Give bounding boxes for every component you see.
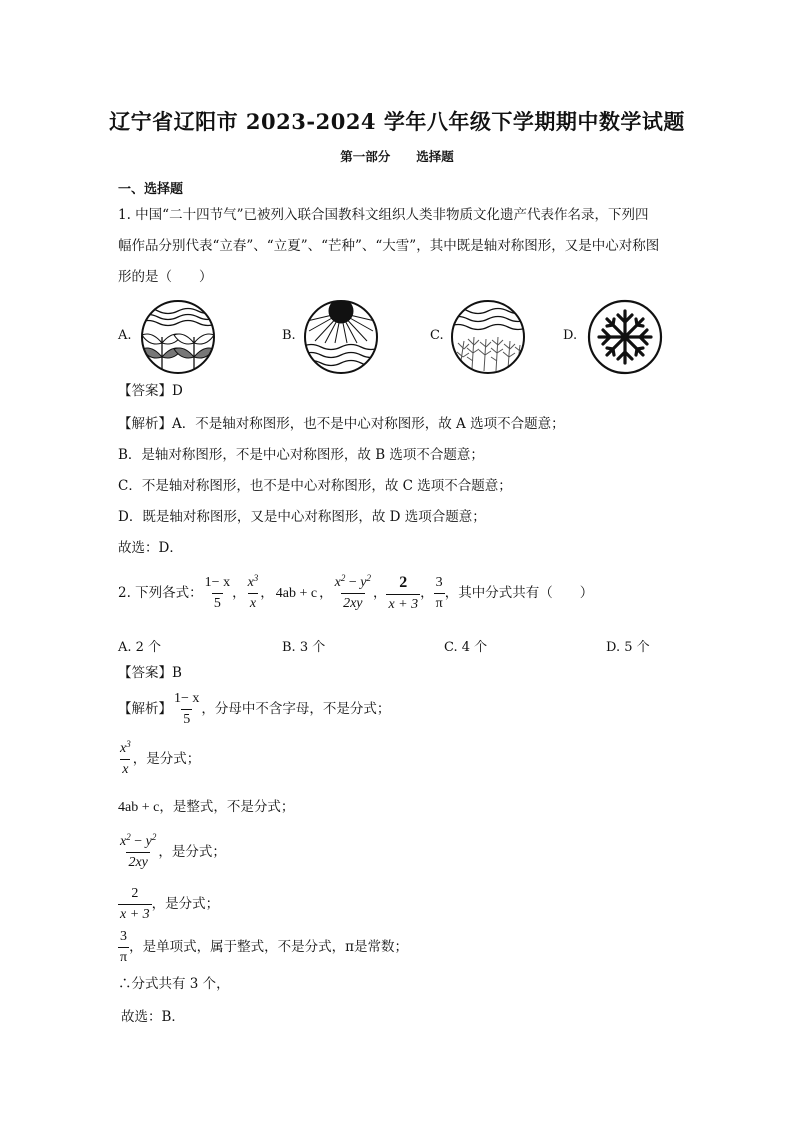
expr-5-numerator: 2 <box>399 574 408 591</box>
expr-4-copy <box>118 834 158 871</box>
expr-5-denominator: x + 3 <box>386 594 420 613</box>
expr-4 <box>333 575 373 612</box>
q2-option-b: B. 3 个 <box>282 640 326 655</box>
analysis-text: A．不是轴对称图形，也不是中心对称图形，故 A 选项不合题意； <box>172 416 565 432</box>
separator: ， <box>372 584 387 601</box>
part-number: 第一部分 <box>340 149 391 164</box>
expr-5 <box>386 574 420 613</box>
q2-analysis-line-3 <box>118 801 294 815</box>
analysis-text: ，是单项式，属于整式，不是分式，π是常数； <box>129 938 408 955</box>
expr-2-numerator: x <box>247 575 254 591</box>
q2-analysis-conclusion: 故选：B． <box>121 1009 185 1025</box>
q1-analysis-conclusion: 故选：D． <box>118 540 183 556</box>
expr-4-term-b: y <box>360 575 367 591</box>
expr-2-denominator: x <box>120 759 130 778</box>
q1-option-b-label: B. <box>282 328 296 343</box>
analysis-tag: 【解析】 <box>118 700 172 717</box>
expr-1-numerator: 1− x <box>174 691 200 706</box>
expr-2-exponent: 3 <box>126 739 131 749</box>
q2-analysis-count: ∴分式共有 3 个， <box>118 976 230 992</box>
expr-2 <box>246 575 261 612</box>
q1-stem-line-2: 幅作品分别代表“立春”、“立夏”、“芒种”、“大雪”，其中既是轴对称图形，又是中心对称图 <box>118 238 660 254</box>
q1-answer <box>118 385 183 399</box>
expr-5-numerator: 2 <box>131 886 139 901</box>
expr-4-exp-b: 2 <box>151 832 157 842</box>
expr-5-denominator: x + 3 <box>118 904 152 923</box>
expr-4-denominator: 2xy <box>341 593 364 612</box>
analysis-tag: 【解析】 <box>118 416 172 432</box>
answer-tag: 【答案】 <box>118 665 172 681</box>
q2-suffix: ，其中分式共有（ ） <box>444 584 594 601</box>
q1-analysis-line-1 <box>118 418 565 432</box>
expr-1-numerator: 1− x <box>204 575 231 591</box>
q2-analysis-line-6 <box>118 929 408 966</box>
grain-in-ear-figure <box>448 297 528 377</box>
snowflake-figure <box>585 297 665 377</box>
expr-2-exponent: 3 <box>253 573 259 584</box>
part-name: 选择题 <box>416 149 454 164</box>
expr-4-operator: − <box>345 575 361 591</box>
q1-analysis-line-3: C．不是轴对称图形，也不是中心对称图形，故 C 选项不合题意； <box>118 478 512 494</box>
expr-4-exp-b: 2 <box>366 573 371 584</box>
spring-sprout-figure <box>138 297 218 377</box>
q2-analysis-line-4 <box>118 834 226 871</box>
expr-3: 4ab + c <box>275 585 318 601</box>
q2-analysis-line-1 <box>118 691 390 728</box>
q1-option-c-label: C. <box>430 328 444 343</box>
q1-analysis-line-4: D．既是轴对称图形，又是中心对称图形，故 D 选项合题意； <box>118 509 486 525</box>
expr-1 <box>203 575 232 612</box>
analysis-text: ，是分式； <box>151 895 220 912</box>
section-heading: 一、选择题 <box>118 182 184 197</box>
part-heading <box>0 147 794 165</box>
expr-6-denominator: π <box>434 593 445 612</box>
expr-6-denominator: π <box>118 947 129 966</box>
q2-option-a: A. 2 个 <box>118 640 162 655</box>
q1-analysis-line-2: B．是轴对称图形，不是中心对称图形，故 B 选项不合题意； <box>118 447 484 463</box>
expr-4-denominator: 2xy <box>126 852 149 871</box>
q2-analysis-line-5 <box>118 886 219 923</box>
expr-2-numerator: x <box>120 741 127 756</box>
answer-value: B <box>172 665 182 681</box>
expr-6-numerator: 3 <box>435 575 443 591</box>
expr-4-term-a: x <box>120 834 127 849</box>
analysis-text: ，是分式； <box>158 843 226 860</box>
expr-4-exp-a: 2 <box>340 573 346 584</box>
q2-prefix: 2. 下列各式： <box>118 584 203 601</box>
q1-option-a-label: A. <box>118 328 132 343</box>
expr-4-operator: − <box>130 834 146 849</box>
expr-6-copy <box>118 929 129 966</box>
expr-5-copy <box>118 886 152 923</box>
expr-1-denominator: 5 <box>181 709 192 728</box>
q2-option-d: D. 5 个 <box>606 640 650 655</box>
expr-6 <box>434 575 445 612</box>
q2-option-c: C. 4 个 <box>444 640 488 655</box>
answer-value: D <box>172 383 183 399</box>
analysis-text: ，是整式，不是分式； <box>159 799 295 816</box>
separator: ， <box>420 584 434 601</box>
expr-1-denominator: 5 <box>212 593 223 612</box>
separator: ， <box>232 584 246 601</box>
expr-4-exp-a: 2 <box>126 832 131 842</box>
expr-4-term-a: x <box>334 575 341 591</box>
expr-2-denominator: x <box>248 593 258 612</box>
summer-sun-figure <box>301 297 381 377</box>
separator: ， <box>319 584 333 601</box>
analysis-text: ，是分式； <box>132 750 201 767</box>
expr-3-copy: 4ab + c <box>118 800 160 815</box>
expr-2-copy <box>118 741 133 778</box>
expr-4-term-b: y <box>145 834 152 849</box>
expr-6-numerator: 3 <box>120 929 128 944</box>
page-title: 辽宁省辽阳市 2023-2024 学年八年级下学期期中数学试题 <box>109 109 685 134</box>
q2-analysis-line-2 <box>118 741 200 778</box>
q1-stem-line-1: 1. 中国“二十四节气”已被列入联合国教科文组织人类非物质文化遗产代表作名录，下列四 <box>118 207 649 223</box>
analysis-text: ，分母中不含字母，不是分式； <box>201 700 391 717</box>
q1-option-d-label: D. <box>563 328 578 343</box>
q1-stem-line-3: 形的是（ ） <box>118 269 213 285</box>
separator: ， <box>260 584 274 601</box>
q2-answer <box>118 667 182 681</box>
answer-tag: 【答案】 <box>118 383 172 399</box>
q2-stem <box>118 574 593 613</box>
expr-1-copy <box>172 691 201 728</box>
